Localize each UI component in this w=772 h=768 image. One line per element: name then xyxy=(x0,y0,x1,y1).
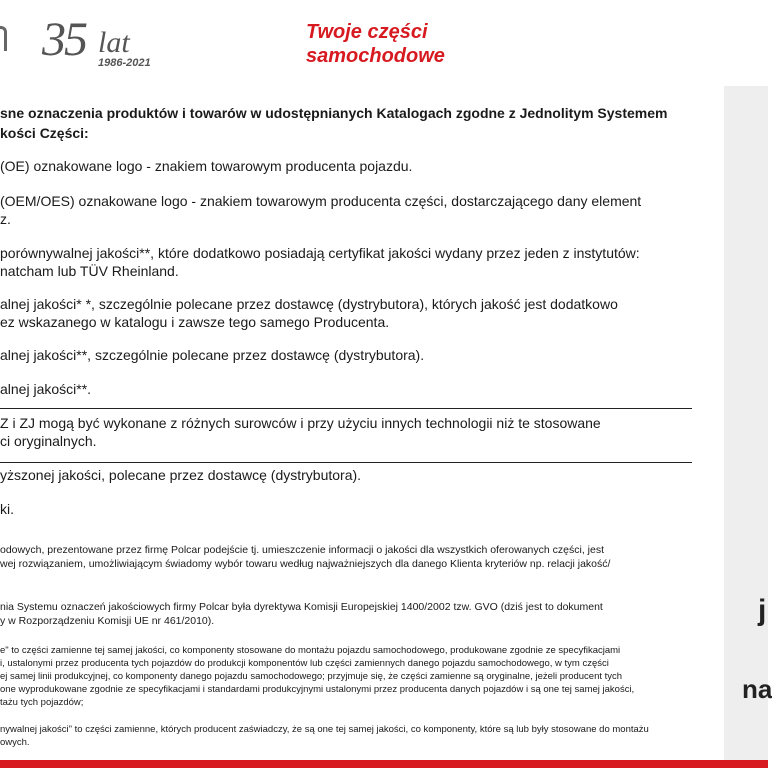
logo-fragment xyxy=(0,26,7,51)
footnote-2-line-2: owych. xyxy=(0,737,30,748)
item-8-line-1: ki. xyxy=(0,501,14,517)
footnote-2-line-1: nywalnej jakości" to części zamienne, których producent zaświadczy, że są one tej samej jakości, co komponenty, które są lub były stosowane do montażu xyxy=(0,724,649,735)
anniversary-years: 1986-2021 xyxy=(98,57,151,69)
anniversary-logo xyxy=(42,14,152,74)
footnote-1-line-2: i, ustalonymi przez producenta tych pojazdów do produkcji komponentów lub części zamiennych danego pojazdu samochodowego, w tym części xyxy=(0,658,609,669)
item-3-line-1: porównywalnej jakości**, które dodatkowo posiadają certyfikat jakości wydany przez jeden z instytutów: xyxy=(0,245,640,261)
item-5-line-1: alnej jakości**, szczególnie polecane przez dostawcę (dystrybutora). xyxy=(0,347,425,363)
note-line-2: ci oryginalnych. xyxy=(0,433,97,449)
item-4-line-2: ez wskazanego w katalogu i zawsze tego samego Producenta. xyxy=(0,314,390,330)
document-content xyxy=(0,86,724,760)
tagline-line-2: samochodowe xyxy=(306,45,445,67)
anniversary-word: lat xyxy=(98,26,130,59)
divider-top xyxy=(0,408,692,409)
item-2-line-2: z. xyxy=(0,211,11,227)
header xyxy=(0,0,768,86)
item-1-line-1: (OE) oznakowane logo - znakiem towarowym producenta pojazdu. xyxy=(0,158,413,174)
footnote-1-line-1: e" to części zamienne tej samej jakości, co komponenty stosowane do montażu pojazdu samochodowego, produkowane zgodnie ze specyfikacjami xyxy=(0,645,621,656)
anniversary-number: 35 xyxy=(42,13,86,66)
intro-line-1: sne oznaczenia produktów i towarów w udostępnianych Katalogach zgodne z Jednolitym Systemem xyxy=(0,105,668,121)
divider-bottom xyxy=(0,462,692,463)
tagline-line-1: Twoje części xyxy=(306,21,428,43)
paragraph-2-line-1: nia Systemu oznaczeń jakościowych firmy Polcar była dyrektywa Komisji Europejskiej 1400/2002 tzw. GVO (dziś jest to dokument xyxy=(0,601,603,613)
item-2-line-1: (OEM/OES) oznakowane logo - znakiem towarowym producenta części, dostarczającego dany element xyxy=(0,193,642,209)
item-3-line-2: natcham lub TÜV Rheinland. xyxy=(0,263,179,279)
intro-line-2: kości Części: xyxy=(0,125,89,141)
item-7-line-1: yższonej jakości, polecane przez dostawcę (dystrybutora). xyxy=(0,467,362,483)
paragraph-1-line-1: odowych, prezentowane przez firmę Polcar podejście tj. umieszczenie informacji o jakości dla wszystkich oferowanych części, jest xyxy=(0,544,605,556)
item-4-line-1: alnej jakości* *, szczególnie polecane przez dostawcę (dystrybutora), których jakość jest dodatkowo xyxy=(0,296,618,312)
footnote-1-line-5: tażu tych pojazdów; xyxy=(0,697,84,708)
paragraph-1-line-2: wej rozwiązaniem, umożliwiającym świadomy wybór towaru według najważniejszych dla danego Klienta kryteriów np. relacji jakość/ xyxy=(0,558,611,570)
right-panel xyxy=(724,86,772,762)
footnote-1-line-3: ej samej linii produkcyjnej, co komponenty danego pojazdu samochodowego; przyjmuje się, że części zamienne są oryginalne, jeżeli producent tych xyxy=(0,671,623,682)
right-panel-text-1: j xyxy=(758,594,767,627)
note-line-1: Z i ZJ mogą być wykonane z różnych surowców i przy użyciu innych technologii niż te stosowane xyxy=(0,415,601,431)
footnote-1-line-4: one wyprodukowane zgodnie ze specyfikacjami i standardami produkcyjnymi ustalonymi przez producenta danych pojazdów i są one tej samej jakości, xyxy=(0,684,635,695)
paragraph-2-line-2: y w Rozporządzeniu Komisji UE nr 461/2010). xyxy=(0,615,215,627)
right-panel-text-2: na xyxy=(742,674,772,704)
item-6-line-1: alnej jakości**. xyxy=(0,381,92,397)
tagline xyxy=(306,20,445,68)
bottom-bar xyxy=(0,760,768,768)
